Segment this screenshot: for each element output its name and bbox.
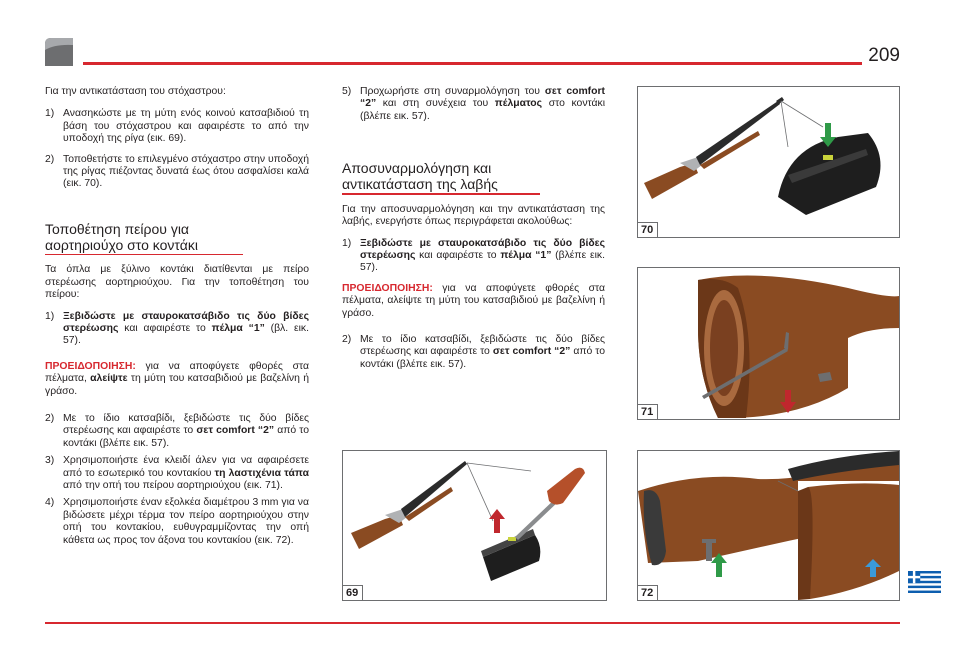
list-text: και αφαιρέστε το <box>118 322 212 334</box>
list-text: και στη συνέχεια του <box>376 98 495 110</box>
list-number: 2) <box>342 333 352 345</box>
list-text: στο κοντάκι (βλέπε εικ. 57). <box>360 98 606 122</box>
list-text: και αφαιρέστε το <box>415 249 501 261</box>
warning-label: ΠΡΟΕΙΔΟΠΟΙΗΣΗ: <box>45 360 136 372</box>
list-item <box>342 238 605 275</box>
list-number: 1) <box>45 108 55 120</box>
warning-text: για να αποφύγετε φθορές στα πέλματα, <box>45 360 309 385</box>
heading-rule <box>45 254 243 256</box>
section-heading-stock <box>342 160 605 192</box>
warning-note <box>45 361 309 398</box>
middle-column <box>342 86 605 371</box>
list-bold: τη λαστιχένια τάπα <box>214 467 309 479</box>
list-text: (βλέπε εικ. 57). <box>360 249 605 274</box>
warning-label: ΠΡΟΕΙΔΟΠΟΙΗΣΗ: <box>342 282 433 294</box>
shotgun-sight-illustration <box>638 87 899 237</box>
heading-line: Αποσυναρμολόγηση και <box>342 160 492 177</box>
list-number: 1) <box>45 310 55 322</box>
list-text: Χρησιμοποιήστε ένα κλειδί άλεν για να αφαιρέσετε από το εσωτερικό του κοντακίου <box>63 455 309 479</box>
warning-bold: αλείψτε <box>90 373 128 385</box>
list-bold: Ξεβιδώστε με σταυροκατσάβιδο τις δύο βίδες στερέωσης <box>360 237 605 261</box>
list-text: από το κοντάκι (βλέπε εικ. 57). <box>360 346 605 370</box>
list-bold: πέλμα “1” <box>211 322 265 334</box>
greek-flag-icon <box>908 570 941 594</box>
list-bold: Ξεβιδώστε με σταυροκατσάβιδο τις δύο βίδες στερέωσης <box>63 310 309 334</box>
heading-rule <box>342 193 540 195</box>
list-text: (βλ. εικ. 57). <box>63 322 309 347</box>
figure-72 <box>637 450 900 601</box>
figure-label: 69 <box>343 585 363 600</box>
list-text: Χρησιμοποιήστε έναν εξολκέα διαμέτρου 3 mm για να βιδώσετε μέχρι τέρμα τον πείρο αορτηριούχου στην οπή του κοντακίου, ευθυγραμμίζοντας την οπή κάθετα ως προς τον άξονα του κοντακίου (εικ. 72). <box>63 497 309 546</box>
stock-intro: Για την αποσυναρμολόγηση και την αντικατάσταση της λαβής, ενεργήστε όπως περιγράφεται ακολούθως: <box>342 203 605 228</box>
list-text: Ανασηκώστε με τη μύτη ενός κοινού κατσαβιδιού τη βάση του στόχαστρου και αφαιρέστε το από την υποδοχή της ρίγα (εικ. 69). <box>63 108 309 145</box>
heading-line: αορτηριούχο στο κοντάκι <box>45 236 198 253</box>
heading-line: Τοποθέτηση πείρου για <box>45 220 190 237</box>
list-number: 4) <box>45 497 55 509</box>
left-column <box>45 86 309 547</box>
list-number: 5) <box>342 86 352 97</box>
figure-69 <box>342 450 607 601</box>
list-number: 3) <box>45 455 55 467</box>
list-text: Τοποθετήστε το επιλεγμένο στόχαστρο στην υποδοχή της ρίγας πιέζοντας δυνατά έως ότου ασφαλίσει καλά (εικ. 70). <box>63 153 309 190</box>
figure-71 <box>637 267 900 420</box>
list-text: από το κοντάκι (βλέπε εικ. 57). <box>63 425 309 449</box>
figure-label: 70 <box>638 222 658 237</box>
list-bold: σετ comfort “2” <box>492 346 571 358</box>
section-heading-sling <box>45 221 309 253</box>
list-number: 2) <box>45 413 55 424</box>
list-text: από την οπή του πείρου αορτηριούχου (εικ. 71). <box>63 480 283 492</box>
footer-rule <box>45 622 900 624</box>
list-bold: σετ comfort “2” <box>196 425 275 437</box>
list-bold: πέλμα “1” <box>500 249 552 261</box>
list-item <box>45 497 309 547</box>
sling-intro: Τα όπλα με ξύλινο κοντάκι διατίθενται με πείρο στερέωσης αορτηριούχου. Για την τοποθέτηση του πείρου: <box>45 264 309 301</box>
list-number: 1) <box>342 237 352 249</box>
list-bold: πέλματος <box>494 98 543 110</box>
shotgun-sight-removal-illustration <box>343 451 606 600</box>
list-item <box>45 311 309 348</box>
warning-text: τη μύτη του κατσαβιδιού με βαζελίνη ή γράσο. <box>45 373 309 397</box>
list-item <box>45 455 309 492</box>
list-number: 2) <box>45 153 55 165</box>
figure-label: 71 <box>638 404 658 419</box>
header-rule <box>83 62 862 65</box>
stock-sling-stud-illustration <box>638 268 899 419</box>
warning-text: για να αποφύγετε φθορές στα πέλματα, αλείψτε τη μύτη του κατσαβιδιού με βαζελίνη ή γράσο. <box>342 282 605 319</box>
list-item <box>45 413 309 450</box>
list-item <box>342 86 605 123</box>
list-text: Με το ίδιο κατσαβίδι, ξεβιδώστε τις δύο βίδες στερέωσης και αφαιρέστε το <box>63 413 309 437</box>
list-text: Με το ίδιο κατσαβίδι, ξεβιδώστε τις δύο βίδες στερέωσης και αφαιρέστε το <box>360 333 605 358</box>
corner-tab-icon <box>45 38 73 66</box>
list-text: Προχωρήστε στη συναρμολόγηση του <box>360 86 545 97</box>
sight-intro: Για την αντικατάσταση του στόχαστρου: <box>45 86 226 97</box>
warning-note <box>342 283 605 320</box>
figure-label: 72 <box>638 585 658 600</box>
list-item <box>342 334 605 371</box>
list-item <box>45 108 309 145</box>
heading-line: αντικατάσταση της λαβής <box>342 176 498 193</box>
list-item <box>45 154 309 191</box>
stock-stud-install-illustration <box>638 451 899 600</box>
page-number: 209 <box>868 45 900 66</box>
list-bold: σετ comfort “2” <box>360 86 605 110</box>
figure-70 <box>637 86 900 238</box>
